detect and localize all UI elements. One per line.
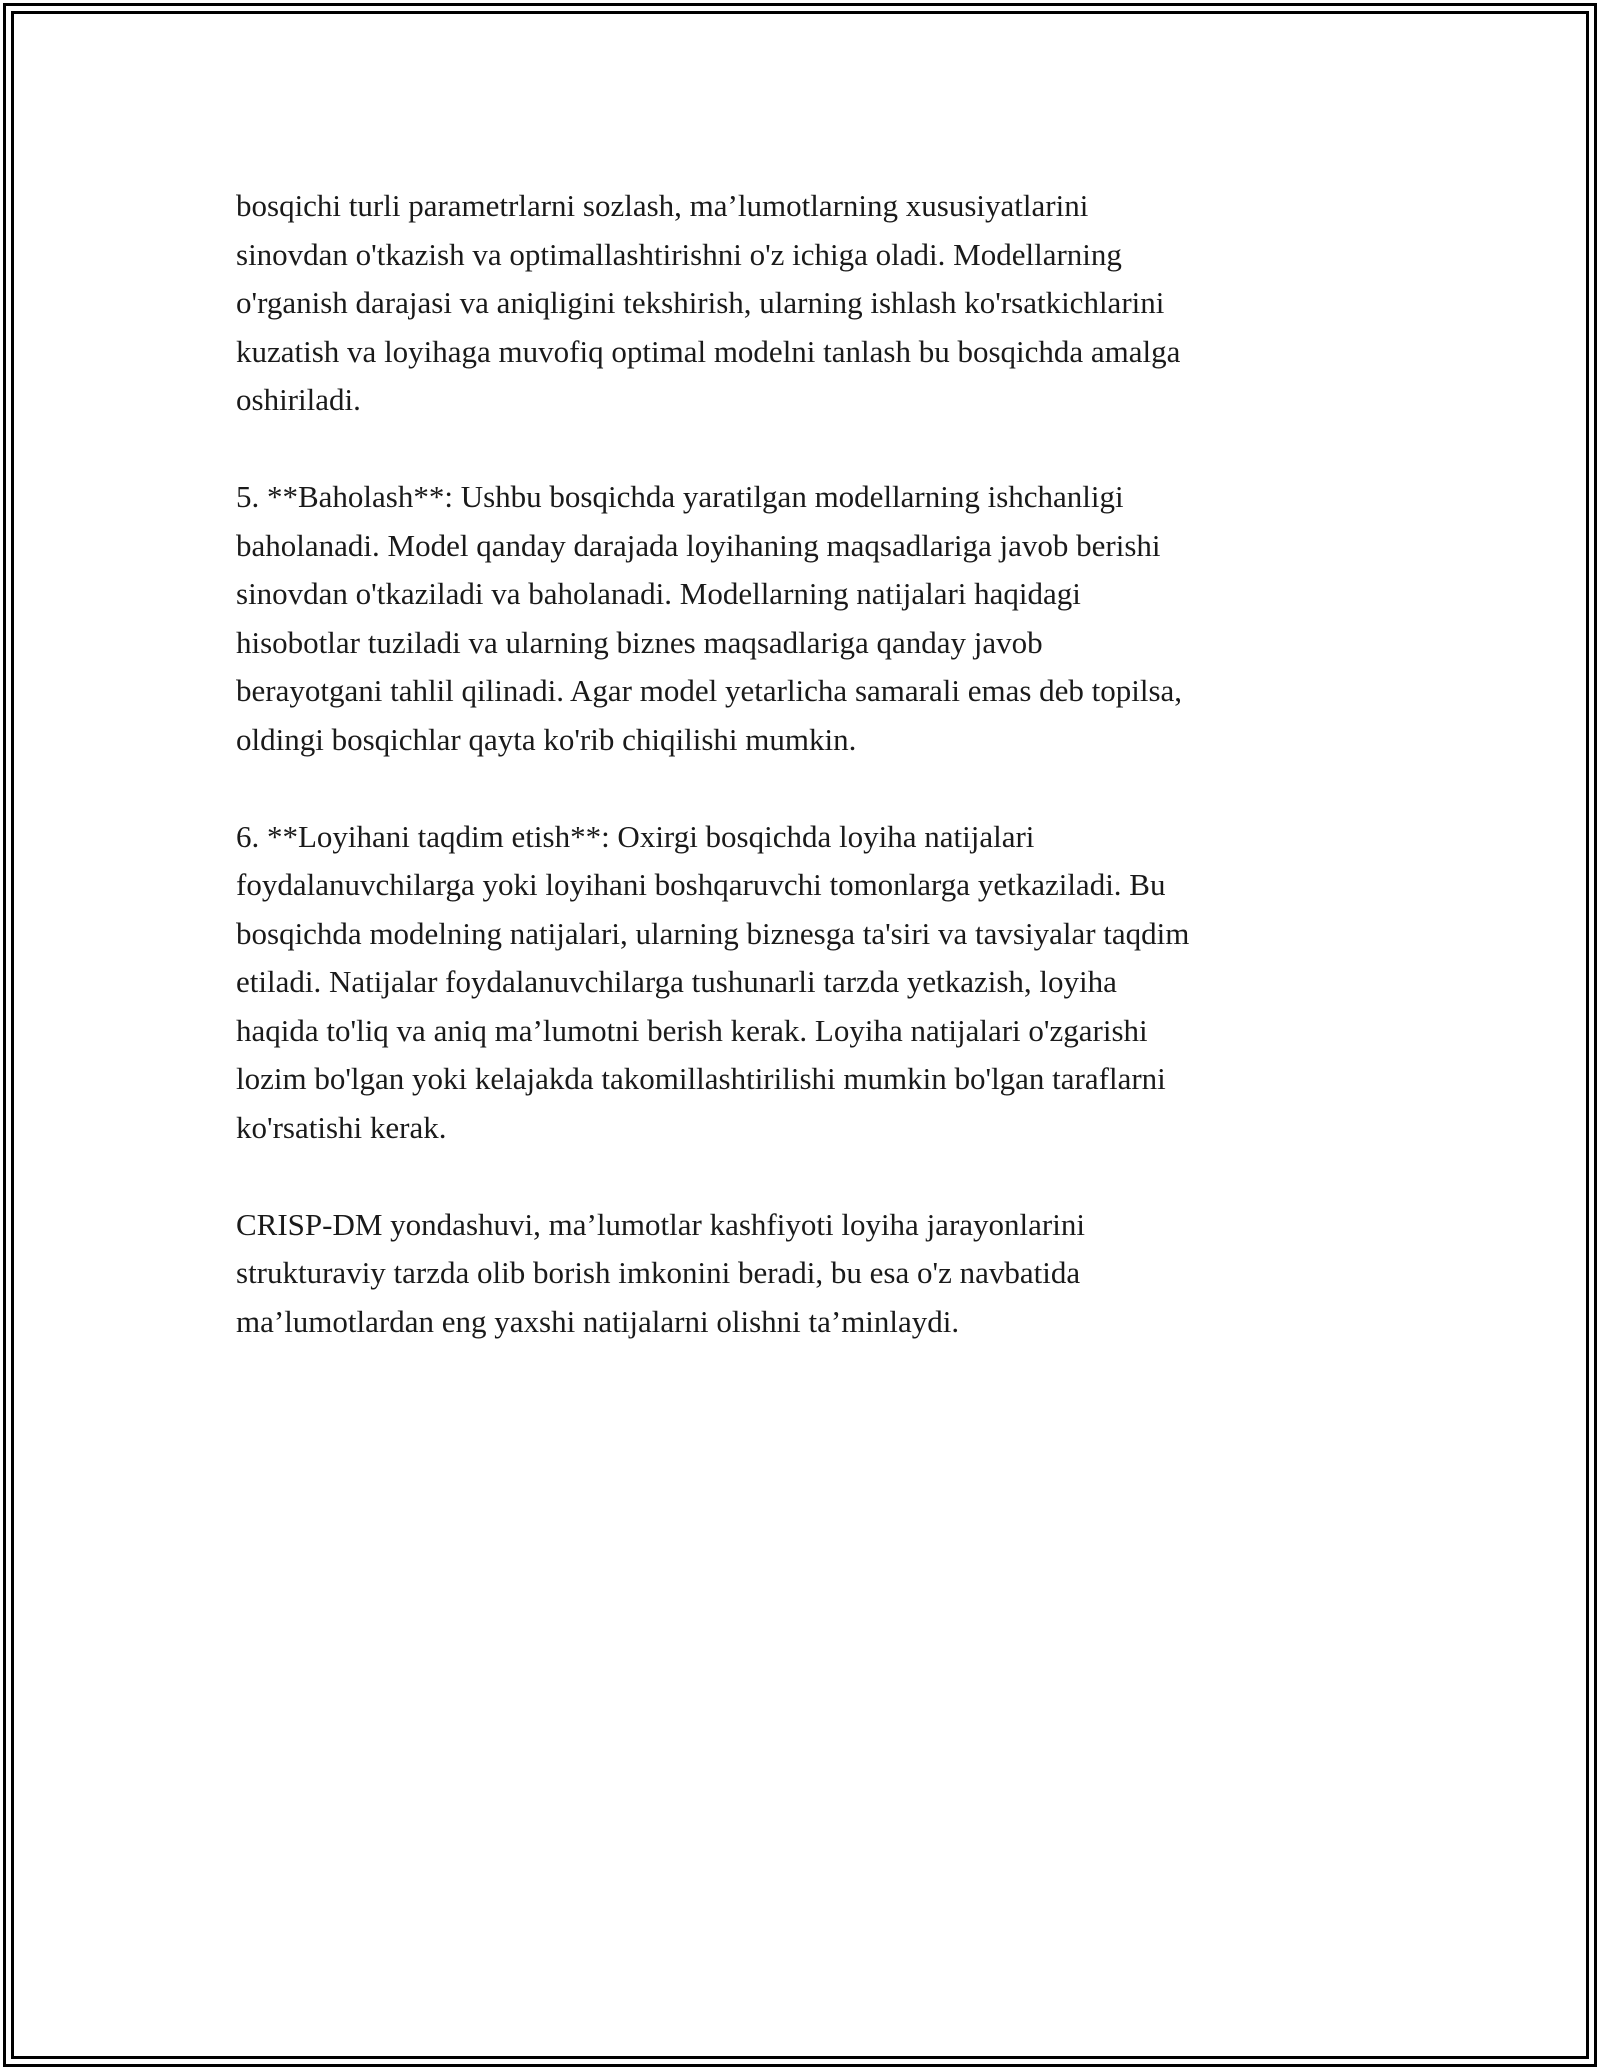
paragraph-evaluation: 5. **Baholash**: Ushbu bosqichda yaratilgan modellarning ishchanligi baholanadi. Model qanday darajada loyihaning maqsadlariga javob berishi sinovdan o'tkaziladi va baholanadi. Modellarning natijalari haqidagi hisobotlar tuziladi va ularning biznes maqsadlariga qanday javob berayotgani tahlil qilinadi. Agar model yetarlicha samarali emas deb topilsa, oldingi bosqichlar qayta ko'rib chiqilishi mumkin.: [236, 479, 1183, 757]
paragraph-model-tuning: bosqichi turli parametrlarni sozlash, ma’lumotlarning xususiyatlarini sinovdan o'tkazish va optimallashtirishni o'z ichiga oladi. Modellarning o'rganish darajasi va aniqligini tekshirish, ularning ishlash ko'rsatkichlarini kuzatish va loyihaga muvofiq optimal modelni tanlash bu bosqichda amalga oshiriladi.: [236, 188, 1181, 417]
document-body: [236, 182, 1376, 1395]
paragraph-crisp-dm-summary: CRISP-DM yondashuvi, ma’lumotlar kashfiyoti loyiha jarayonlarini strukturaviy tarzda olib borish imkonini beradi, bu esa o'z navbatida ma’lumotlardan eng yaxshi natijalarni olishni ta’minlaydi.: [236, 1206, 1085, 1339]
paragraph-deployment: 6. **Loyihani taqdim etish**: Oxirgi bosqichda loyiha natijalari foydalanuvchilarga yoki loyihani boshqaruvchi tomonlarga yetkaziladi. Bu bosqichda modelning natijalari, ularning biznesga ta'siri va tavsiyalar taqdim etiladi. Natijalar foydalanuvchilarga tushunarli tarzda yetkazish, loyiha haqida to'liq va aniq ma’lumotni berish kerak. Loyiha natijalari o'zgarishi lozim bo'lgan yoki kelajakda takomillashtirilishi mumkin bo'lgan taraflarni ko'rsatishi kerak.: [236, 818, 1190, 1145]
